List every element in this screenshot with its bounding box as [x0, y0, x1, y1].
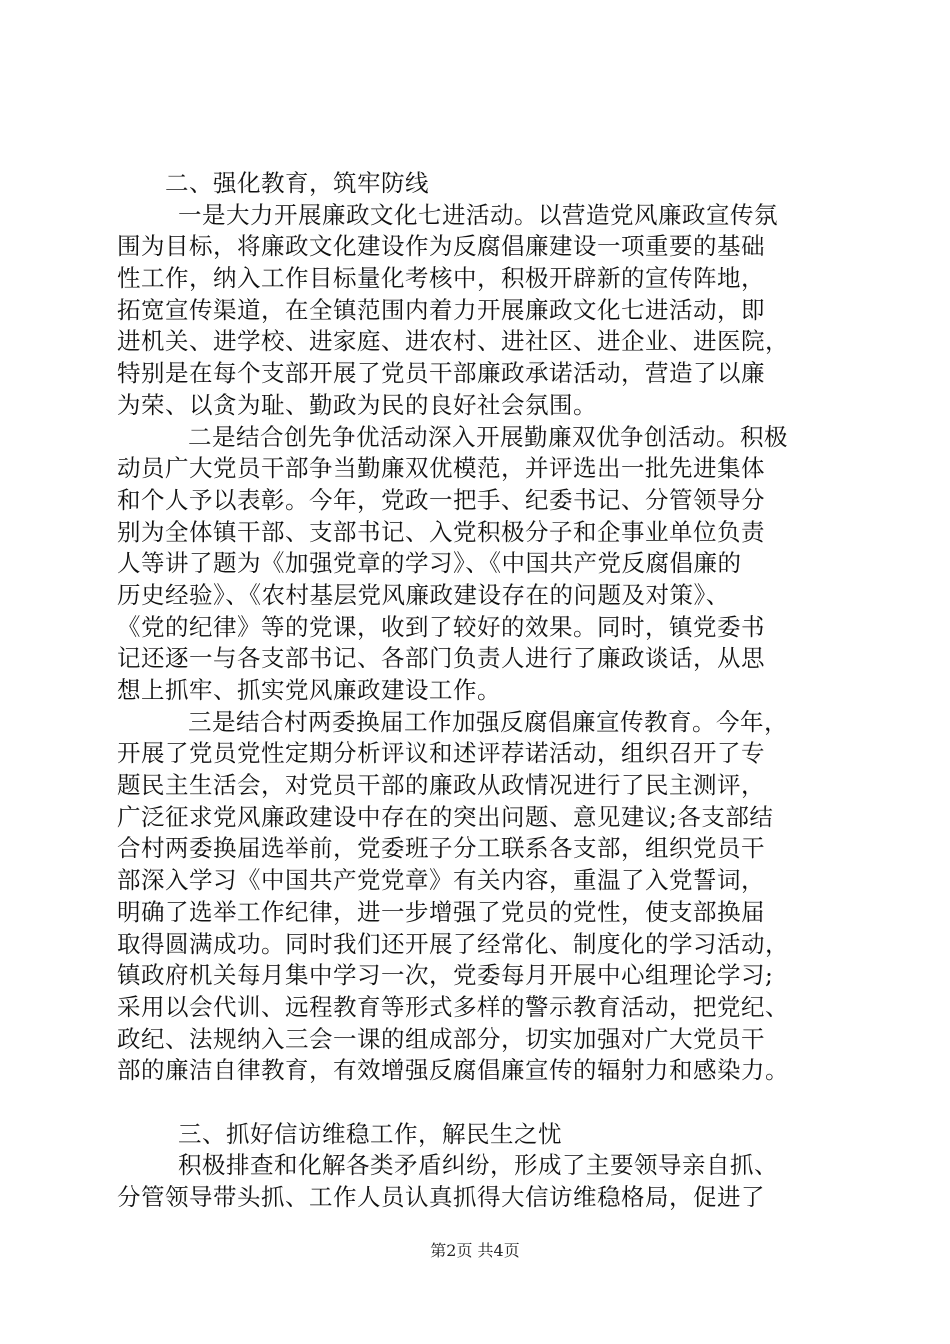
paragraph-line: 分管领导带头抓、工作人员认真抓得大信访维稳格局，促进了 [117, 1183, 765, 1211]
section-heading: 二、强化教育，筑牢防线 [165, 169, 429, 197]
paragraph-line: 采用以会代训、远程教育等形式多样的警示教育活动，把党纪、 [117, 992, 789, 1021]
paragraph-line: 和个人予以表彰。今年，党政一把手、纪委书记、分管领导分 [117, 485, 765, 514]
paragraph-line: 记还逐一与各支部书记、各部门负责人进行了廉政谈话，从思 [117, 644, 765, 673]
paragraph-line: 明确了选举工作纪律，进一步增强了党员的党性，使支部换届 [117, 897, 765, 926]
paragraph-line: 为荣、以贪为耻、勤政为民的良好社会氛围。 [117, 390, 597, 419]
paragraph-line: 人等讲了题为《加强党章的学习》、《中国共产党反腐倡廉的 [117, 549, 742, 578]
section-heading: 三、抓好信访维稳工作，解民生之忧 [178, 1119, 562, 1148]
paragraph-line: 特别是在每个支部开展了党员干部廉政承诺活动，营造了以廉 [117, 359, 765, 388]
paragraph-line: 取得圆满成功。同时我们还开展了经常化、制度化的学习活动， [117, 929, 789, 958]
paragraph-line: 三是结合村两委换届工作加强反腐倡廉宣传教育。今年， [188, 707, 788, 736]
paragraph-line: 《党的纪律》等的党课，收到了较好的效果。同时，镇党委书 [117, 612, 765, 641]
section-spacer [115, 1087, 845, 1119]
paragraph-line: 动员广大党员干部争当勤廉双优模范，并评选出一批先进集体 [117, 454, 765, 483]
paragraph-line: 历史经验》、《农村基层党风廉政建设存在的问题及对策》、 [117, 580, 730, 609]
paragraph-line: 政纪、法规纳入三会一课的组成部分，切实加强对广大党员干 [117, 1024, 765, 1053]
paragraph-line: 二是结合创先争优活动深入开展勤廉双优争创活动。积极 [188, 422, 788, 451]
paragraph-line: 部的廉洁自律教育，有效增强反腐倡廉宣传的辐射力和感染力。 [117, 1056, 789, 1085]
paragraph-line: 性工作，纳入工作目标量化考核中，积极开辟新的宣传阵地， [117, 264, 765, 293]
paragraph-line: 进机关、进学校、进家庭、进农村、进社区、进企业、进医院， [117, 327, 789, 356]
document-body [115, 168, 845, 1214]
paragraph-line: 合村两委换届选举前，党委班子分工联系各支部，组织党员干 [117, 834, 765, 863]
paragraph-line: 部深入学习《中国共产党党章》有关内容，重温了入党誓词， [117, 866, 765, 895]
paragraph-line: 想上抓牢、抓实党风廉政建设工作。 [117, 676, 501, 704]
page-number-footer: 第2页 共4页 [430, 1241, 520, 1260]
paragraph-line: 一是大力开展廉政文化七进活动。以营造党风廉政宣传氛 [178, 200, 778, 229]
paragraph-line: 广泛征求党风廉政建设中存在的突出问题、意见建议;各支部结 [117, 802, 774, 831]
paragraph-line: 围为目标，将廉政文化建设作为反腐倡廉建设一项重要的基础 [117, 232, 765, 261]
paragraph-line: 镇政府机关每月集中学习一次，党委每月开展中心组理论学习; [117, 961, 774, 990]
paragraph-line: 别为全体镇干部、支部书记、入党积极分子和企事业单位负责 [117, 517, 765, 546]
paragraph-line: 积极排查和化解各类矛盾纠纷，形成了主要领导亲自抓、 [178, 1151, 778, 1180]
paragraph-line: 题民主生活会，对党员干部的廉政从政情况进行了民主测评， [117, 771, 765, 800]
paragraph-line: 开展了党员党性定期分析评议和述评荐诺活动，组织召开了专 [117, 739, 765, 768]
paragraph-line: 拓宽宣传渠道，在全镇范围内着力开展廉政文化七进活动，即 [117, 295, 765, 324]
